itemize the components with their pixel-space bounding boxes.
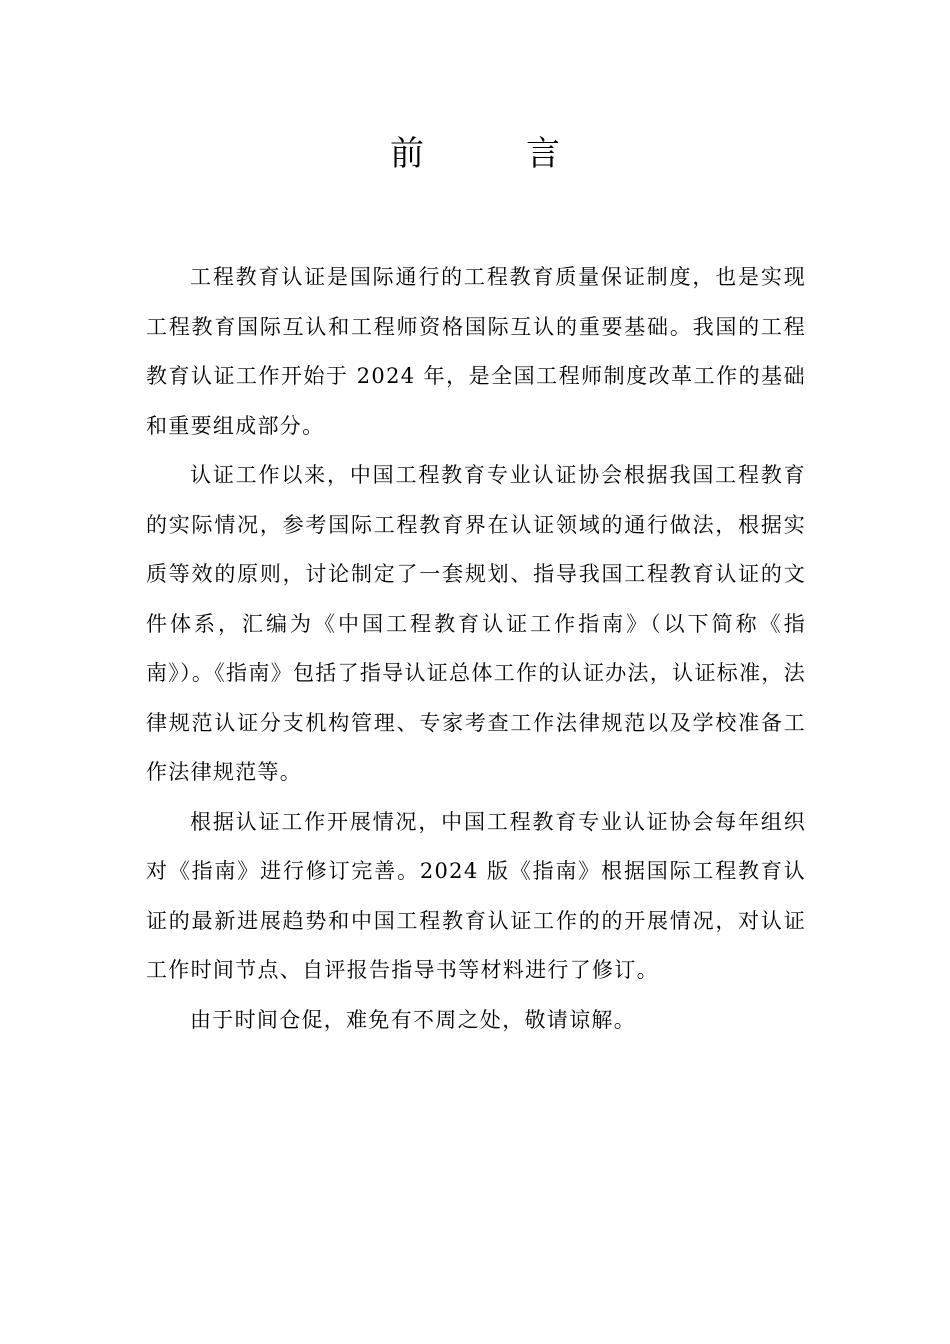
preface-body bbox=[146, 253, 806, 1045]
page-title: 前 言 bbox=[390, 134, 594, 174]
paragraph-1: 工程教育认证是国际通行的工程教育质量保证制度，也是实现工程教育国际互认和工程师资格国际互认的重要基础。我国的工程教育认证工作开始于 2024 年，是全国工程师制度改革工作的基础和重要组成部分。 bbox=[146, 265, 806, 438]
paragraph-2: 认证工作以来，中国工程教育专业认证协会根据我国工程教育的实际情况，参考国际工程教育界在认证领域的通行做法，根据实质等效的原则，讨论制定了一套规划、指导我国工程教育认证的文件体系，汇编为《中国工程教育认证工作指南》（以下简称《指南》）。《指南》包括了指导认证总体工作的认证办法，认证标准，法律规范认证分支机构管理、专家考查工作法律规范以及学校准备工作法律规范等。 bbox=[146, 463, 806, 784]
paragraph-4: 由于时间仓促，难免有不周之处，敬请谅解。 bbox=[190, 1007, 636, 1032]
paragraph-3: 根据认证工作开展情况，中国工程教育专业认证协会每年组织对《指南》进行修订完善。2024 版《指南》根据国际工程教育认证的最新进展趋势和中国工程教育认证工作的的开展情况，对认证工作时间节点、自评报告指导书等材料进行了修订。 bbox=[146, 809, 806, 982]
